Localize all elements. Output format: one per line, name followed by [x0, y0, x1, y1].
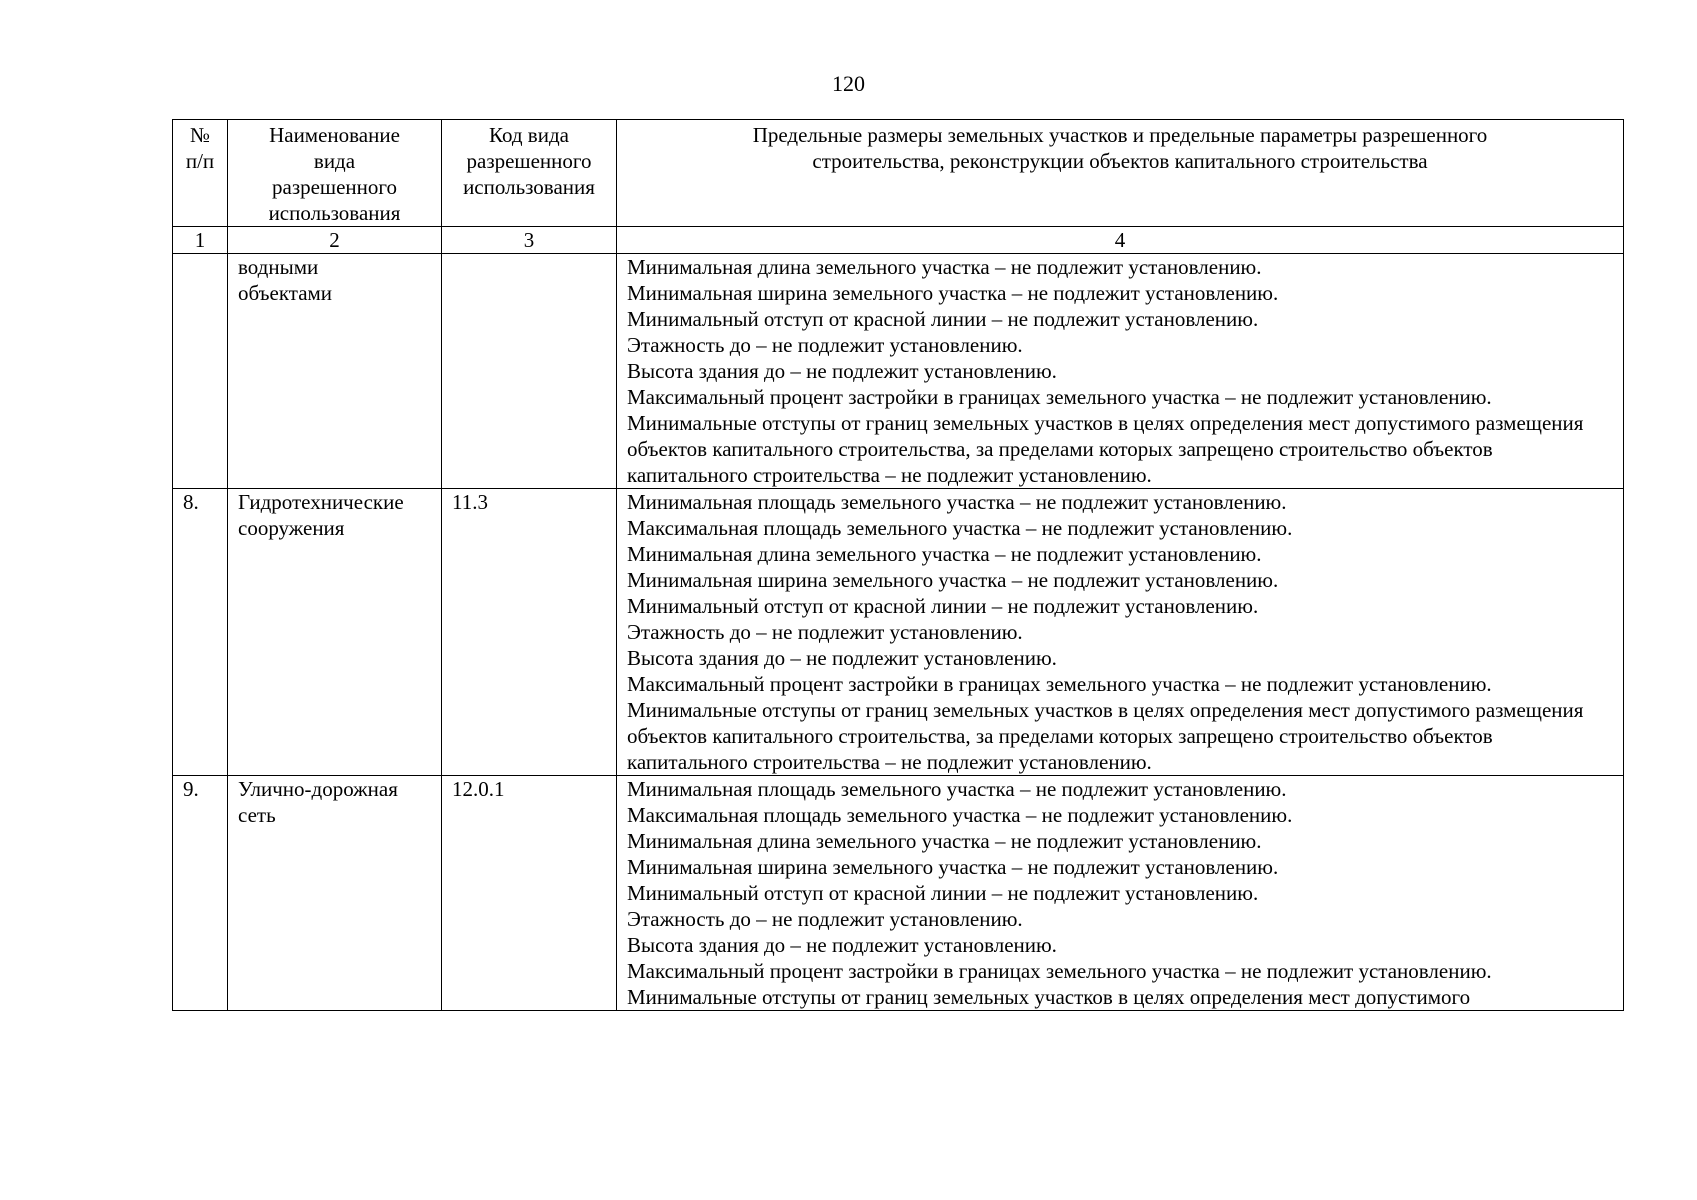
- row-parameters: [617, 489, 1624, 776]
- column-number: 3: [442, 227, 617, 254]
- row-use-name: [228, 776, 442, 1011]
- parameter-item: Максимальный процент застройки в границах земельного участка – не подлежит установлению.: [627, 672, 1492, 696]
- page-number: 120: [832, 71, 865, 96]
- parameter-item: Минимальная ширина земельного участка – не подлежит установлению.: [627, 568, 1279, 592]
- row-use-code: 11.3: [442, 489, 617, 776]
- row-use-name-text: Улично-дорожная сеть: [238, 777, 398, 827]
- table-row: [173, 489, 1624, 776]
- parameter-item: Максимальный процент застройки в границах земельного участка – не подлежит установлению.: [627, 959, 1492, 983]
- row-use-code: 12.0.1: [442, 776, 617, 1011]
- table-row: [173, 776, 1624, 1011]
- row-number: [173, 254, 228, 489]
- header-parameters-text: Предельные размеры земельных участков и предельные параметры разрешенного строительства, реконструкции объектов капитального строительства: [752, 123, 1488, 173]
- header-number: [173, 120, 228, 227]
- row-use-name-text: Гидротехнические сооружения: [238, 490, 404, 540]
- table-header-row: [173, 120, 1624, 227]
- column-number: 4: [617, 227, 1624, 254]
- parameter-item: Минимальная длина земельного участка – не подлежит установлению.: [627, 255, 1262, 279]
- header-use-name: [228, 120, 442, 227]
- column-numbers-row: [173, 227, 1624, 254]
- row-use-name: [228, 489, 442, 776]
- parameter-item: Минимальные отступы от границ земельных участков в целях определения мест допустимого размещения объектов капитального строительства, за пределами которых запрещено строительство объектов капитального строительства – не подлежит установлению.: [627, 411, 1584, 487]
- parameter-item: Минимальный отступ от красной линии – не подлежит установлению.: [627, 307, 1259, 331]
- row-parameters: [617, 254, 1624, 489]
- row-number: 9.: [173, 776, 228, 1011]
- parameter-item: Этажность до – не подлежит установлению.: [627, 620, 1023, 644]
- land-use-parameters-table: [172, 119, 1624, 1011]
- parameters-list: [627, 776, 1613, 1010]
- row-use-name: [228, 254, 442, 489]
- parameters-list: [627, 254, 1613, 488]
- parameter-item: Минимальная ширина земельного участка – не подлежит установлению.: [627, 281, 1279, 305]
- parameter-item: Максимальный процент застройки в границах земельного участка – не подлежит установлению.: [627, 385, 1492, 409]
- parameter-item: Максимальная площадь земельного участка – не подлежит установлению.: [627, 516, 1293, 540]
- header-use-code-text: Код вида разрешенного использования: [463, 123, 595, 199]
- parameter-item: Минимальные отступы от границ земельных участков в целях определения мест допустимого: [627, 985, 1471, 1009]
- parameter-item: Этажность до – не подлежит установлению.: [627, 333, 1023, 357]
- parameter-item: Максимальная площадь земельного участка – не подлежит установлению.: [627, 803, 1293, 827]
- header-use-code: [442, 120, 617, 227]
- row-number: 8.: [173, 489, 228, 776]
- parameter-item: Минимальная площадь земельного участка – не подлежит установлению.: [627, 490, 1287, 514]
- parameter-item: Минимальная длина земельного участка – не подлежит установлению.: [627, 829, 1262, 853]
- header-use-name-text: Наименование вида разрешенного использования: [268, 123, 401, 225]
- column-number: 2: [228, 227, 442, 254]
- parameter-item: Минимальные отступы от границ земельных участков в целях определения мест допустимого размещения объектов капитального строительства, за пределами которых запрещено строительство объектов капитального строительства – не подлежит установлению.: [627, 698, 1584, 774]
- parameter-item: Минимальный отступ от красной линии – не подлежит установлению.: [627, 594, 1259, 618]
- row-use-name-text: водными объектами: [238, 255, 333, 305]
- parameter-item: Высота здания до – не подлежит установлению.: [627, 933, 1057, 957]
- parameter-item: Высота здания до – не подлежит установлению.: [627, 359, 1057, 383]
- parameter-item: Минимальная ширина земельного участка – не подлежит установлению.: [627, 855, 1279, 879]
- parameter-item: Минимальный отступ от красной линии – не подлежит установлению.: [627, 881, 1259, 905]
- header-number-text: № п/п: [185, 123, 215, 173]
- parameter-item: Минимальная площадь земельного участка – не подлежит установлению.: [627, 777, 1287, 801]
- parameter-item: Минимальная длина земельного участка – не подлежит установлению.: [627, 542, 1262, 566]
- parameter-item: Этажность до – не подлежит установлению.: [627, 907, 1023, 931]
- column-number: 1: [173, 227, 228, 254]
- header-parameters: [617, 120, 1624, 227]
- row-parameters: [617, 776, 1624, 1011]
- table-row: [173, 254, 1624, 489]
- parameters-list: [627, 489, 1613, 775]
- parameter-item: Высота здания до – не подлежит установлению.: [627, 646, 1057, 670]
- row-use-code: [442, 254, 617, 489]
